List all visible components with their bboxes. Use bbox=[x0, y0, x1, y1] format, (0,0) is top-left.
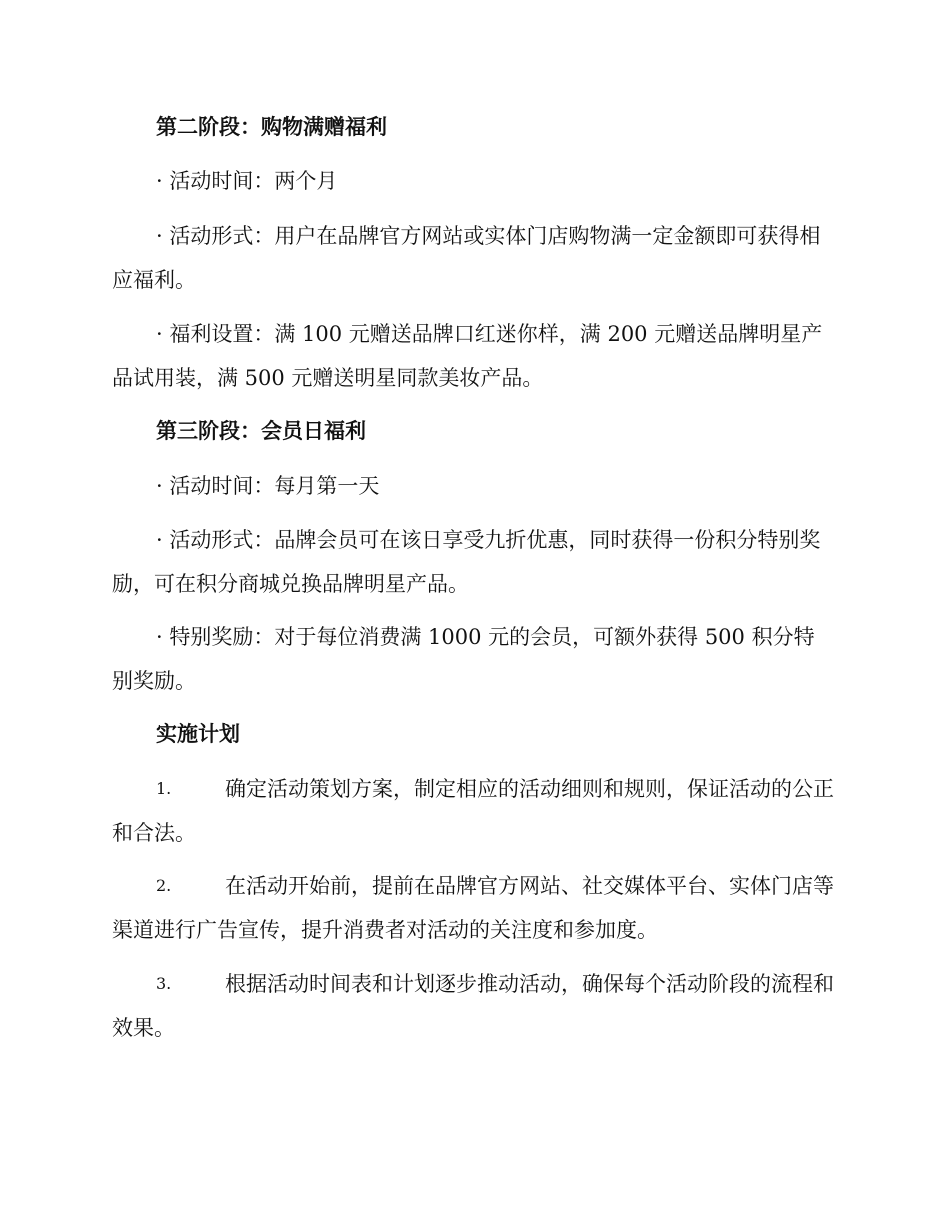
section-2-item-form: · 活动形式：用户在品牌官方网站或实体门店购物满一定金额即可获得相应福利。 bbox=[112, 224, 821, 292]
plan-step-1 bbox=[112, 767, 834, 855]
section-3-item-form: · 活动形式：品牌会员可在该日享受九折优惠，同时获得一份积分特别奖励，可在积分商城兑换品牌明星产品。 bbox=[112, 528, 821, 596]
plan-step-1-number: 1. bbox=[156, 779, 172, 798]
section-2-item-benefits: · 福利设置：满 100 元赠送品牌口红迷你样，满 200 元赠送品牌明星产品试用装，满 500 元赠送明星同款美妆产品。 bbox=[112, 322, 823, 390]
plan-step-2-text: 在活动开始前，提前在品牌官方网站、社交媒体平台、实体门店等渠道进行广告宣传，提升消费者对活动的关注度和参加度。 bbox=[112, 874, 834, 942]
section-2-item-time: · 活动时间：两个月 bbox=[156, 169, 338, 193]
plan-step-2 bbox=[112, 864, 834, 952]
section-2-heading: 第二阶段：购物满赠福利 bbox=[156, 114, 387, 139]
section-3-heading: 第三阶段：会员日福利 bbox=[156, 418, 366, 443]
plan-step-3-text: 根据活动时间表和计划逐步推动活动，确保每个活动阶段的流程和效果。 bbox=[112, 972, 834, 1040]
plan-heading: 实施计划 bbox=[156, 721, 240, 746]
plan-step-3 bbox=[112, 962, 834, 1050]
plan-step-1-text: 确定活动策划方案，制定相应的活动细则和规则，保证活动的公正和合法。 bbox=[112, 777, 834, 845]
plan-step-3-number: 3. bbox=[156, 974, 172, 993]
plan-step-2-number: 2. bbox=[156, 876, 172, 895]
section-3-item-time: · 活动时间：每月第一天 bbox=[156, 474, 380, 498]
section-3-item-reward: · 特别奖励：对于每位消费满 1000 元的会员，可额外获得 500 积分特别奖励。 bbox=[112, 625, 815, 693]
